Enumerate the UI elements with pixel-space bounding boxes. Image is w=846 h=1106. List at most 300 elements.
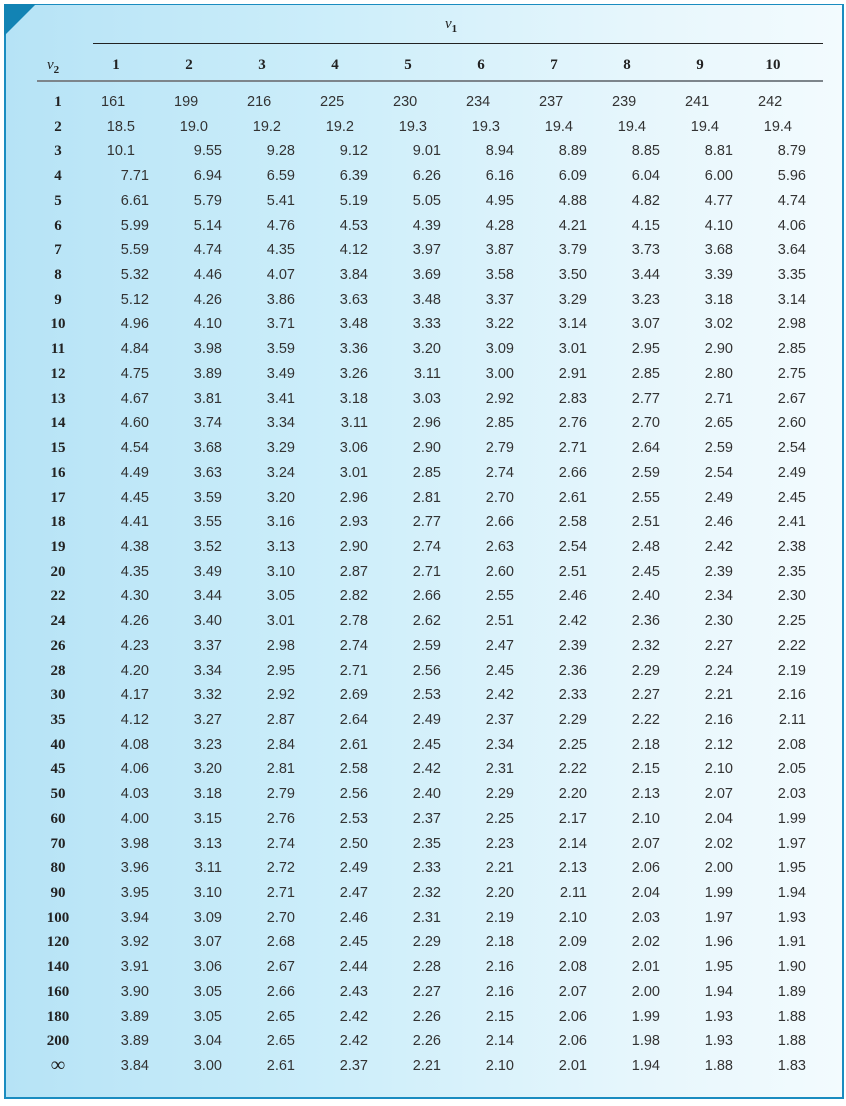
table-cell: 3.00	[485, 365, 514, 382]
table-cell: 2.76	[266, 810, 295, 827]
table-cell: 2.03	[631, 909, 660, 926]
table-cell: 3.96	[120, 860, 149, 877]
table-cell: 2.67	[266, 959, 295, 976]
table-cell: 2.59	[631, 464, 660, 481]
table-cell: 5.12	[120, 291, 149, 308]
table-cell: 2.45	[339, 934, 368, 951]
table-cell: 230	[393, 94, 418, 110]
table-cell: 2.37	[485, 712, 514, 728]
table-cell: 3.20	[266, 489, 295, 506]
table-cell: 2.68	[266, 934, 295, 951]
row-header: 9	[54, 291, 62, 308]
table-cell: 2.15	[485, 1008, 514, 1025]
table-cell: 2.61	[339, 736, 368, 753]
table-cell: 19.3	[398, 118, 427, 135]
table-cell: 19.2	[252, 118, 281, 135]
table-cell: 3.18	[339, 390, 368, 407]
table-cell: 3.05	[193, 1008, 222, 1025]
table-cell: 1.88	[777, 1008, 806, 1025]
row-header: 17	[50, 489, 66, 506]
table-cell: 2.24	[704, 662, 733, 679]
row-header: 100	[46, 909, 70, 926]
table-cell: 2.02	[704, 835, 733, 852]
table-cell: 2.87	[339, 563, 368, 580]
table-cell: 2.10	[485, 1058, 514, 1075]
table-cell: 5.32	[120, 267, 149, 284]
table-cell: 2.11	[778, 712, 806, 728]
table-cell: 4.74	[193, 242, 222, 259]
table-cell: 2.85	[631, 365, 660, 382]
table-cell: 19.3	[471, 118, 500, 135]
column-header: 8	[623, 57, 631, 73]
table-cell: 4.23	[120, 637, 149, 654]
table-cell: 2.32	[412, 885, 441, 902]
table-cell: 2.56	[412, 662, 441, 679]
table-cell: 2.06	[631, 860, 660, 877]
row-header: 1	[54, 94, 62, 110]
table-cell: 3.10	[193, 885, 222, 902]
table-cell: 2.49	[704, 489, 733, 506]
table-cell: 3.29	[558, 291, 587, 308]
table-cell: 2.66	[558, 464, 587, 481]
table-cell: 2.11	[559, 885, 587, 902]
table-cell: 6.61	[120, 192, 149, 209]
table-cell: 2.90	[412, 440, 441, 457]
table-cell: 2.39	[704, 563, 733, 580]
table-cell: 8.94	[485, 143, 514, 160]
row-header: 12	[50, 365, 66, 382]
table-cell: 4.06	[120, 761, 149, 778]
table-cell: 2.42	[485, 687, 514, 704]
table-cell: 2.16	[704, 712, 733, 728]
table-cell: 2.25	[485, 810, 514, 827]
table-cell: 2.85	[777, 341, 806, 358]
table-cell: 1.88	[777, 1033, 806, 1050]
table-cell: 1.98	[631, 1033, 660, 1050]
table-cell: 2.29	[412, 934, 441, 951]
table-cell: 2.74	[339, 637, 368, 654]
table-cell: 3.91	[120, 959, 149, 976]
table-cell: 2.20	[558, 786, 587, 803]
row-header: 180	[46, 1008, 70, 1025]
table-cell: 1.95	[704, 959, 733, 976]
table-cell: 2.10	[558, 909, 587, 926]
table-cell: 3.55	[193, 514, 222, 531]
table-cell: 6.59	[266, 168, 295, 185]
table-cell: 4.20	[120, 662, 149, 679]
row-header: 2	[54, 118, 62, 135]
table-cell: 2.22	[558, 761, 587, 778]
table-cell: 6.39	[339, 168, 368, 185]
table-cell: 5.14	[193, 217, 222, 234]
table-cell: 4.41	[120, 514, 149, 531]
table-cell: 2.79	[485, 440, 514, 457]
table-cell: 2.51	[485, 613, 514, 630]
table-cell: 3.06	[193, 959, 222, 976]
table-cell: 2.69	[339, 687, 368, 704]
table-cell: 4.21	[558, 217, 587, 234]
table-cell: 2.42	[339, 1033, 368, 1050]
table-cell: 3.07	[631, 316, 660, 333]
column-header: 5	[404, 57, 412, 73]
table-cell: 3.07	[193, 934, 222, 951]
table-cell: 2.42	[339, 1008, 368, 1025]
table-cell: 3.13	[193, 835, 222, 852]
table-cell: 1.99	[704, 885, 733, 902]
table-cell: 3.49	[266, 365, 295, 382]
table-cell: 1.99	[777, 810, 806, 827]
table-cell: 2.13	[558, 860, 587, 877]
table-cell: 2.56	[339, 786, 368, 803]
table-cell: 2.07	[704, 786, 733, 803]
table-cell: 3.00	[193, 1058, 222, 1075]
table-cell: 2.40	[631, 588, 660, 605]
table-cell: 2.90	[339, 538, 368, 555]
table-cell: 2.54	[704, 464, 733, 481]
table-cell: 3.69	[412, 267, 441, 284]
table-cell: 1.94	[631, 1058, 660, 1075]
table-cell: 2.75	[777, 365, 806, 382]
table-cell: 4.45	[120, 489, 149, 506]
table-cell: 2.37	[339, 1058, 368, 1075]
table-cell: 3.02	[704, 316, 733, 333]
table-cell: 1.88	[704, 1058, 733, 1075]
table-cell: 2.71	[266, 885, 295, 902]
table-cell: 3.89	[120, 1033, 149, 1050]
row-header: 35	[50, 712, 66, 728]
table-cell: 2.41	[777, 514, 806, 531]
table-cell: 2.19	[777, 662, 806, 679]
table-cell: 2.66	[412, 588, 441, 605]
table-cell: 2.65	[266, 1033, 295, 1050]
table-cell: 2.38	[777, 538, 806, 555]
table-cell: 3.09	[485, 341, 514, 358]
table-cell: 8.89	[558, 143, 587, 160]
table-cell: 2.61	[558, 489, 587, 506]
table-cell: 2.82	[339, 588, 368, 605]
table-cell: 6.09	[558, 168, 587, 185]
row-header: 80	[50, 860, 66, 877]
table-cell: 9.12	[339, 143, 368, 160]
table-cell: 237	[539, 94, 564, 110]
table-cell: 2.62	[412, 613, 441, 630]
table-cell: 2.21	[485, 860, 514, 877]
table-cell: 6.26	[412, 168, 441, 185]
table-cell: 2.13	[631, 786, 660, 803]
table-cell: 2.30	[704, 613, 733, 630]
table-cell: 2.91	[558, 365, 587, 382]
table-cell: 1.93	[704, 1008, 733, 1025]
table-cell: 3.79	[558, 242, 587, 259]
table-cell: 2.72	[266, 860, 295, 877]
table-cell: 2.55	[631, 489, 660, 506]
table-cell: 1.96	[704, 934, 733, 951]
table-cell: 3.16	[266, 514, 295, 531]
table-cell: 4.76	[266, 217, 295, 234]
row-header: 6	[54, 217, 62, 234]
table-cell: 4.10	[704, 217, 733, 234]
table-cell: 2.98	[777, 316, 806, 333]
table-cell: 5.59	[120, 242, 149, 259]
table-cell: 2.21	[412, 1058, 441, 1075]
table-cell: 2.98	[266, 637, 295, 654]
table-cell: 2.35	[412, 835, 441, 852]
table-cell: 2.59	[704, 440, 733, 457]
table-cell: 2.29	[558, 712, 587, 728]
table-cell: 234	[466, 94, 491, 110]
table-cell: 19.4	[690, 118, 719, 135]
table-cell: 2.21	[704, 687, 733, 704]
table-cell: 3.92	[120, 934, 149, 951]
table-cell: 3.23	[631, 291, 660, 308]
row-header: 28	[50, 662, 66, 679]
table-cell: 2.74	[485, 464, 514, 481]
table-cell: 3.94	[120, 909, 149, 926]
table-cell: 4.08	[120, 736, 149, 753]
table-cell: 2.66	[266, 983, 295, 1000]
table-cell: 2.20	[485, 885, 514, 902]
table-cell: 4.07	[266, 267, 295, 284]
table-cell: 2.60	[485, 563, 514, 580]
table-cell: 3.27	[193, 712, 222, 728]
table-cell: 2.53	[339, 810, 368, 827]
table-cell: 2.42	[412, 761, 441, 778]
table-cell: 2.04	[704, 810, 733, 827]
table-cell: 2.17	[558, 810, 587, 827]
table-cell: 2.58	[339, 761, 368, 778]
table-cell: 4.03	[120, 786, 149, 803]
table-cell: 3.14	[558, 316, 587, 333]
table-cell: 2.47	[339, 885, 368, 902]
table-cell: 9.55	[193, 143, 222, 160]
table-cell: 2.07	[558, 983, 587, 1000]
row-header: 160	[46, 983, 70, 1000]
table-cell: 1.99	[631, 1008, 660, 1025]
table-cell: 2.06	[558, 1033, 587, 1050]
table-cell: 4.75	[120, 365, 149, 382]
table-cell: 3.18	[704, 291, 733, 308]
table-cell: 4.95	[485, 192, 514, 209]
table-cell: 2.27	[704, 637, 733, 654]
table-cell: 3.87	[485, 242, 514, 259]
table-cell: 2.25	[558, 736, 587, 753]
row-header: 7	[54, 242, 62, 259]
table-cell: 2.81	[412, 489, 441, 506]
table-cell: 4.77	[704, 192, 733, 209]
table-cell: 2.14	[558, 835, 587, 852]
column-header: 10	[765, 57, 781, 73]
table-cell: 4.06	[777, 217, 806, 234]
table-cell: 2.92	[266, 687, 295, 704]
row-header: 22	[50, 588, 66, 605]
table-cell: 6.04	[631, 168, 660, 185]
table-cell: 3.84	[339, 267, 368, 284]
row-header: 90	[50, 885, 66, 902]
table-cell: 3.10	[266, 563, 295, 580]
table-cell: 3.98	[193, 341, 222, 358]
table-cell: 3.11	[194, 860, 222, 877]
table-cell: 1.94	[777, 885, 806, 902]
table-cell: 3.33	[412, 316, 441, 333]
table-cell: 2.32	[631, 637, 660, 654]
table-cell: 3.89	[193, 365, 222, 382]
table-cell: 3.81	[193, 390, 222, 407]
table-cell: 5.99	[120, 217, 149, 234]
table-cell: 2.37	[412, 810, 441, 827]
table-cell: 3.95	[120, 885, 149, 902]
table-cell: 2.34	[704, 588, 733, 605]
table-cell: 2.26	[412, 1008, 441, 1025]
table-cell: 2.76	[558, 415, 587, 432]
table-cell: 2.67	[777, 390, 806, 407]
table-cell: 4.96	[120, 316, 149, 333]
table-cell: 3.04	[193, 1033, 222, 1050]
row-header: 13	[50, 390, 66, 407]
table-cell: 2.48	[631, 538, 660, 555]
table-cell: 3.98	[120, 835, 149, 852]
row-header: 120	[46, 934, 70, 951]
table-cell: 2.66	[485, 514, 514, 531]
table-cell: 3.36	[339, 341, 368, 358]
table-cell: 2.43	[339, 983, 368, 1000]
table-cell: 2.71	[704, 390, 733, 407]
table-cell: 9.01	[412, 143, 441, 160]
table-cell: 4.60	[120, 415, 149, 432]
table-cell: 3.84	[120, 1058, 149, 1075]
table-cell: 2.05	[777, 761, 806, 778]
table-cell: 19.2	[325, 118, 354, 135]
table-cell: 6.16	[485, 168, 514, 185]
table-cell: 2.58	[558, 514, 587, 531]
table-cell: 3.14	[777, 291, 806, 308]
row-header: 15	[50, 440, 66, 457]
table-cell: 2.10	[704, 761, 733, 778]
row-header: 4	[54, 168, 62, 185]
table-cell: 4.49	[120, 464, 149, 481]
table-cell: 2.06	[558, 1008, 587, 1025]
nu1-spanner-rule	[93, 43, 823, 44]
table-cell: 3.20	[412, 341, 441, 358]
table-cell: 2.45	[777, 489, 806, 506]
table-cell: 2.36	[631, 613, 660, 630]
table-cell: 2.95	[631, 341, 660, 358]
table-cell: 3.13	[266, 538, 295, 555]
table-cell: 3.05	[193, 983, 222, 1000]
table-cell: 2.70	[485, 489, 514, 506]
table-cell: 2.27	[631, 687, 660, 704]
table-cell: 2.15	[631, 761, 660, 778]
table-cell: 2.03	[777, 786, 806, 803]
table-cell: 3.34	[193, 662, 222, 679]
table-cell: 2.19	[485, 909, 514, 926]
column-header: 1	[112, 57, 120, 73]
table-cell: 2.63	[485, 538, 514, 555]
table-cell: 3.03	[412, 390, 441, 407]
table-cell: 2.02	[631, 934, 660, 951]
table-cell: 2.33	[558, 687, 587, 704]
table-cell: 3.44	[631, 267, 660, 284]
table-cell: 3.05	[266, 588, 295, 605]
table-cell: 2.14	[485, 1033, 514, 1050]
nu1-header: $\nu_1$	[445, 16, 458, 35]
table-cell: 2.95	[266, 662, 295, 679]
table-cell: 2.22	[777, 637, 806, 654]
table-cell: 3.23	[193, 736, 222, 753]
table-cell: 2.50	[339, 835, 368, 852]
table-cell: 3.48	[412, 291, 441, 308]
row-header: 26	[50, 637, 66, 654]
table-cell: 2.01	[631, 959, 660, 976]
table-cell: 199	[174, 94, 199, 110]
table-cell: 2.60	[777, 415, 806, 432]
table-cell: 19.4	[544, 118, 573, 135]
table-cell: 4.12	[339, 242, 368, 259]
table-cell: 5.41	[266, 192, 295, 209]
table-cell: 3.97	[412, 242, 441, 259]
table-cell: 4.84	[120, 341, 149, 358]
table-cell: 2.46	[558, 588, 587, 605]
row-header: 20	[50, 563, 66, 580]
table-cell: 2.09	[558, 934, 587, 951]
table-cell: 3.37	[485, 291, 514, 308]
table-cell: 2.45	[412, 736, 441, 753]
column-header: 7	[550, 57, 558, 73]
table-cell: 3.49	[193, 563, 222, 580]
table-cell: 3.90	[120, 983, 149, 1000]
table-cell: 2.18	[631, 736, 660, 753]
table-cell: 3.73	[631, 242, 660, 259]
table-cell: 2.35	[777, 563, 806, 580]
table-cell: 2.74	[266, 835, 295, 852]
table-cell: 1.95	[777, 860, 806, 877]
row-header: 140	[46, 959, 70, 976]
table-cell: 2.40	[412, 786, 441, 803]
table-cell: 3.50	[558, 267, 587, 284]
table-cell: 3.15	[193, 810, 222, 827]
table-cell: 8.79	[777, 143, 806, 160]
table-cell: 2.90	[704, 341, 733, 358]
table-cell: 2.31	[485, 761, 514, 778]
table-cell: 2.36	[558, 662, 587, 679]
table-cell: 3.41	[266, 390, 295, 407]
table-cell: 3.39	[704, 267, 733, 284]
row-header: 200	[46, 1033, 70, 1050]
table-cell: 239	[612, 94, 637, 110]
table-cell: 4.30	[120, 588, 149, 605]
table-cell: 2.49	[339, 860, 368, 877]
table-cell: 161	[101, 94, 126, 110]
table-cell: 4.26	[120, 613, 149, 630]
table-cell: 4.10	[193, 316, 222, 333]
table-cell: 2.71	[339, 662, 368, 679]
table-cell: 2.79	[266, 786, 295, 803]
row-header: 70	[50, 835, 66, 852]
table-cell: 2.42	[558, 613, 587, 630]
table-cell: 2.65	[704, 415, 733, 432]
table-cell: 2.16	[485, 983, 514, 1000]
table-cell: 4.15	[631, 217, 660, 234]
table-cell: 1.97	[777, 835, 806, 852]
table-cell: 2.45	[485, 662, 514, 679]
table-cell: 2.83	[558, 390, 587, 407]
row-header: 10	[50, 316, 66, 333]
table-cell: 3.59	[193, 489, 222, 506]
table-cell: 2.64	[339, 712, 368, 728]
table-cell: 1.93	[704, 1033, 733, 1050]
column-header: 9	[696, 57, 704, 73]
column-header: 4	[331, 57, 339, 73]
table-cell: 3.26	[339, 365, 368, 382]
